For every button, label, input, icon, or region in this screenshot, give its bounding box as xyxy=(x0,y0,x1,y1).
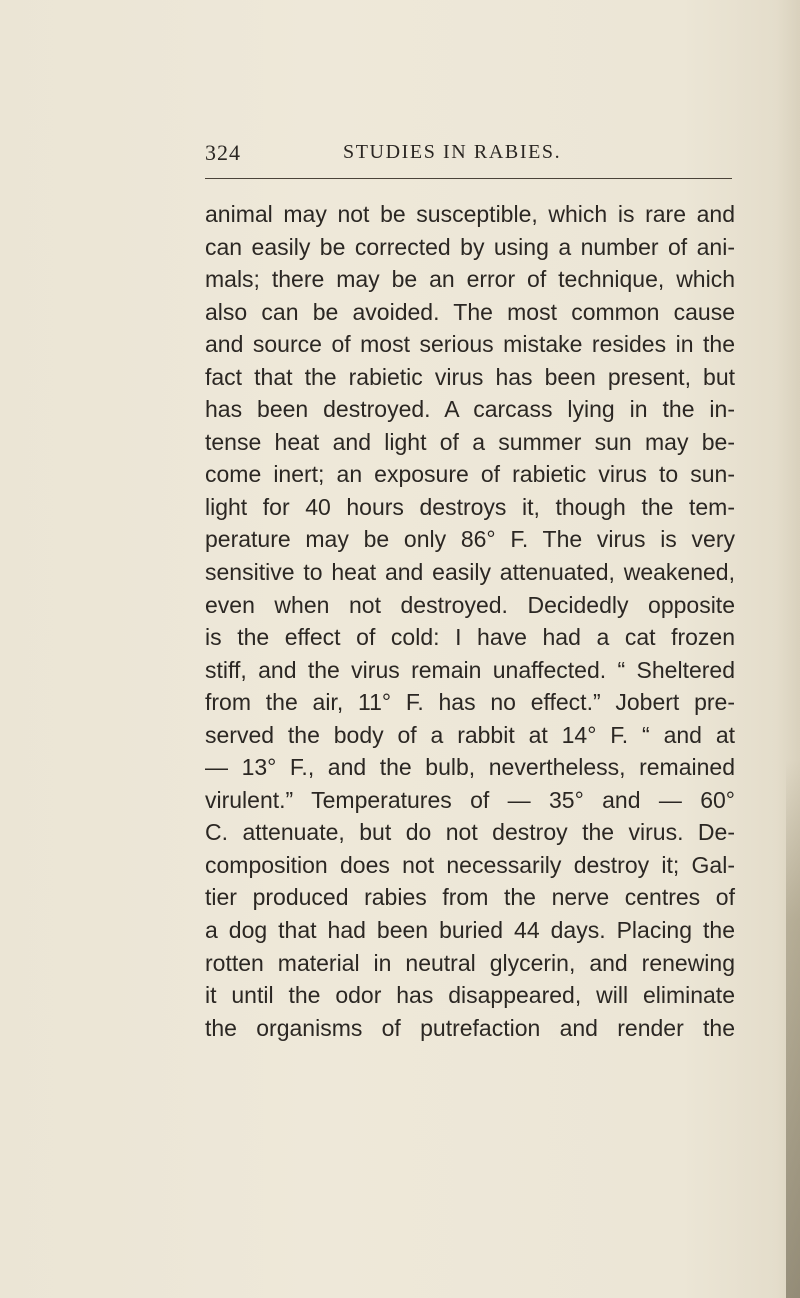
text-line: stiff, and the virus remain unaffected. “ Sheltered xyxy=(205,656,735,683)
page-number: 324 xyxy=(205,140,241,165)
text-line: the organisms of putrefaction and render the xyxy=(205,1014,735,1041)
text-line: has been destroyed. A carcass lying in the in- xyxy=(205,396,735,423)
text-line: composition does not necessarily destroy it; Gal- xyxy=(205,851,735,878)
text-line: also can be avoided. The most common cause xyxy=(205,298,735,325)
text-line: mals; there may be an error of technique, which xyxy=(205,266,735,293)
text-line: from the air, 11° F. has no effect.” Jobert pre- xyxy=(205,689,735,716)
text-line: fact that the rabietic virus has been present, but xyxy=(205,363,735,390)
text-line: tense heat and light of a summer sun may be- xyxy=(205,428,735,455)
page-edge-stain xyxy=(786,760,800,1298)
text-line: is the effect of cold: I have had a cat frozen xyxy=(205,624,735,651)
text-line: and source of most serious mistake resides in the xyxy=(205,331,735,358)
text-line: sensitive to heat and easily attenuated, weakened, xyxy=(205,559,735,586)
text-line: a dog that had been buried 44 days. Placing the xyxy=(205,917,735,944)
text-line: perature may be only 86° F. The virus is very xyxy=(205,526,735,553)
text-line: rotten material in neutral glycerin, and renewing xyxy=(205,949,735,976)
text-line: served the body of a rabbit at 14° F. “ and at xyxy=(205,721,735,748)
running-head xyxy=(205,140,790,174)
header-rule xyxy=(205,178,732,179)
text-line: come inert; an exposure of rabietic virus to sun- xyxy=(205,461,735,488)
text-line: tier produced rabies from the nerve centres of xyxy=(205,884,735,911)
text-line: even when not destroyed. Decidedly opposite xyxy=(205,591,735,618)
text-line: light for 40 hours destroys it, though the tem- xyxy=(205,493,735,520)
text-line: C. attenuate, but do not destroy the virus. De- xyxy=(205,819,735,846)
text-line: — 13° F., and the bulb, nevertheless, remained xyxy=(205,754,735,781)
text-line: it until the odor has disappeared, will eliminate xyxy=(205,982,735,1009)
body-text xyxy=(205,198,735,1044)
running-title: STUDIES IN RABIES. xyxy=(343,141,562,163)
text-line: can easily be corrected by using a number of ani- xyxy=(205,233,735,260)
text-line: animal may not be susceptible, which is rare and xyxy=(205,201,735,227)
text-line: virulent.” Temperatures of — 35° and — 60° xyxy=(205,786,735,813)
